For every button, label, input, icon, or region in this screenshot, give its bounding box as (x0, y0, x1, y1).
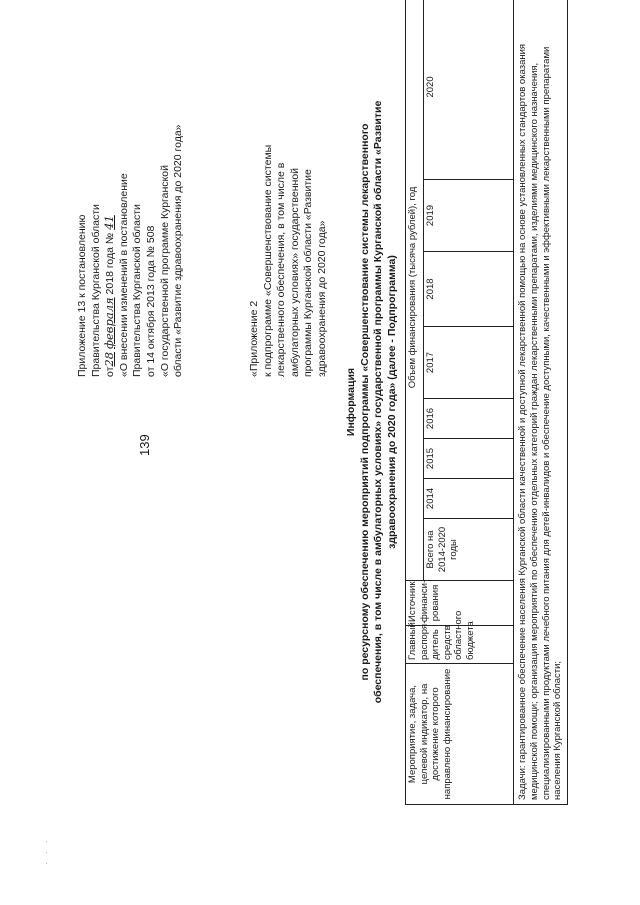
appendix-2-header (248, 145, 330, 377)
funding-table (405, 0, 568, 805)
scan-specks: · · · (42, 837, 51, 865)
task-description: Задачи: гарантированное обеспечение населения Курганской области качественной и доступной лекарственной помощью на основе установленных стандартов оказания медицинской помощи; организация мероприятий по обеспечению отдельных категорий граждан лекарственными препаратами, изделиями медицинского назначения, специализированными продуктами лечебного питания для детей-инвалидов и обеспечение доступными, качественными и эффективными лекарственными препаратами населения Курганской области; (514, 0, 568, 805)
handwritten-day: 28 (102, 351, 117, 367)
appendix13-line: «О внесении изменений в постановление (117, 173, 130, 377)
appendix2-line: амбулаторных условиях» государственной (288, 167, 301, 377)
header-manager: Главный распоря-дитель средств областного бюджета (406, 626, 514, 664)
appendix13-date-line (103, 124, 118, 377)
header-year: 2018 (424, 252, 514, 327)
page-number: 139 (137, 434, 152, 456)
date-prefix: от (104, 366, 117, 377)
appendix2-line: лекарственного обеспечения, в том числе в (275, 162, 288, 377)
appendix-13-header (76, 124, 186, 377)
header-year: 2016 (424, 399, 514, 439)
title-line: здравоохранения до 2020 года» (далее - Подпрограмма) (385, 255, 398, 549)
header-event: Мероприятие, задача, целевой индикатор, на достижение которого направлено финансирование (406, 664, 514, 805)
appendix2-line: к подпрограмме «Совершенствование системы (261, 144, 274, 377)
title-line: Информация (345, 367, 357, 437)
title-line: по ресурсному обеспечению мероприятий подпрограммы «Совершенствование системы лекарственного (358, 123, 371, 681)
header-year: 2017 (424, 327, 514, 399)
title-line: обеспечения, в том числе в амбулаторных условиях» государственной программы Курганской области «Развитие (372, 100, 384, 704)
document-title (345, 97, 399, 707)
appendix2-line: «Приложение 2 (248, 300, 260, 377)
appendix13-line: «О государственной программе Курганской (158, 165, 171, 377)
header-year: 2015 (424, 439, 514, 479)
handwritten-month: февраля (102, 297, 117, 350)
table-header-row (406, 0, 424, 805)
header-source: Источник финанси-рования (406, 581, 514, 626)
header-year: 2014 (424, 479, 514, 519)
header-volume: Объем финансирования (тысяча рублей), год (406, 0, 424, 581)
header-total: Всего на 2014-2020 годы (424, 519, 514, 581)
appendix13-line: от 14 октября 2013 года № 508 (144, 225, 157, 377)
header-year: 2020 (424, 0, 514, 180)
appendix13-line: Правительства Курганской области (89, 204, 102, 377)
handwritten-number: 41 (102, 215, 117, 230)
appendix13-line: Приложение 13 к постановлению (76, 214, 88, 377)
date-year: 2018 года № (104, 232, 117, 295)
appendix13-line: Правительства Курганской области (131, 204, 144, 377)
header-year: 2019 (424, 180, 514, 252)
appendix13-line: области «Развитие здравоохранения до 2020 года» (172, 124, 185, 377)
appendix2-line: программы Курганской области «Развитие (302, 169, 315, 377)
appendix2-line: здравоохранения до 2020 года» (315, 220, 328, 377)
table-row (514, 0, 568, 805)
